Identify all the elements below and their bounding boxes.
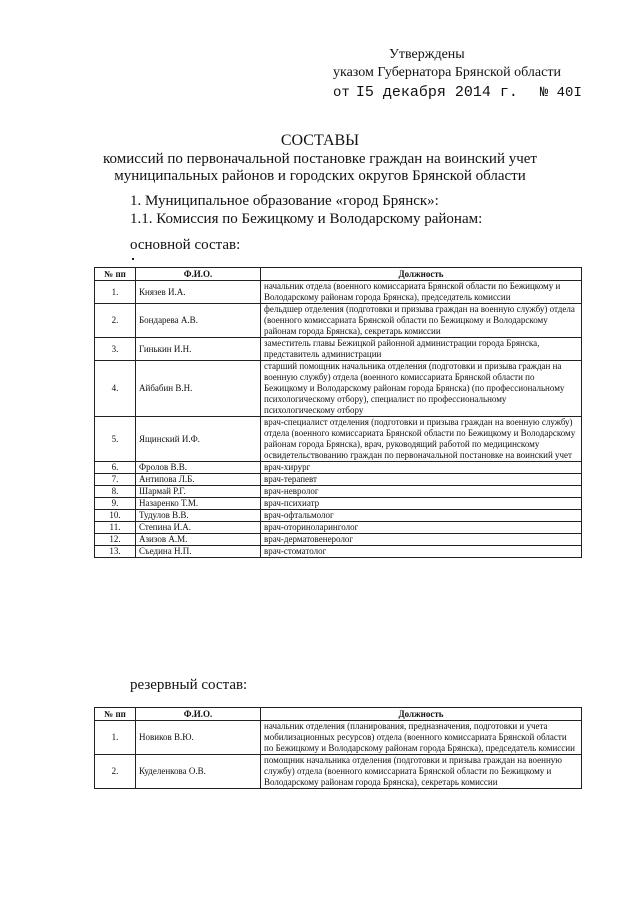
row-number: 2.: [95, 304, 136, 338]
document-title: СОСТАВЫ: [280, 132, 360, 149]
row-position: начальник отдела (военного комиссариата Брянской области по Бежицкому и Володарскому районам города Брянска), председатель комиссии: [261, 281, 582, 304]
header-name: Ф.И.О.: [136, 268, 261, 281]
row-position: врач-дерматовенеролог: [261, 534, 582, 546]
row-name: Назаренко Т.М.: [136, 498, 261, 510]
reserve-composition-label: резервный состав:: [130, 677, 248, 693]
row-number: 4.: [95, 361, 136, 417]
row-number: 1.: [95, 281, 136, 304]
row-position: врач-стоматолог: [261, 546, 582, 558]
row-number: 1.: [95, 721, 136, 755]
row-position: фельдшер отделения (подготовки и призыва граждан на военную службу) отдела (военного комиссариата Брянской области по Бежицкому и Володарскому районам города Брянска), секретарь комиссии: [261, 304, 582, 338]
row-position: врач-оториноларинголог: [261, 522, 582, 534]
table-row: [95, 486, 582, 498]
approval-date-prefix: от: [333, 85, 350, 101]
row-number: 8.: [95, 486, 136, 498]
commission-heading: 1.1. Комиссия по Бежицкому и Володарскому районам:: [130, 211, 483, 227]
row-position: заместитель главы Бежицкой районной администрации города Брянска, представитель администрации: [261, 338, 582, 361]
main-members-body: [95, 281, 582, 558]
approval-line-approved: Утверждены: [389, 47, 465, 62]
row-name: Гинькин И.Н.: [136, 338, 261, 361]
header-num: № пп: [95, 268, 136, 281]
row-name: Тудулов В.В.: [136, 510, 261, 522]
row-number: 5.: [95, 417, 136, 462]
row-position: врач-хирург: [261, 462, 582, 474]
row-name: Шармай Р.Г.: [136, 486, 261, 498]
table-row: [95, 474, 582, 486]
table-row: [95, 462, 582, 474]
table-row: [95, 361, 582, 417]
header-position: Должность: [261, 268, 582, 281]
row-name: Князев И.А.: [136, 281, 261, 304]
approval-stamp: [333, 46, 633, 102]
main-members-table: [94, 267, 582, 558]
header-name: Ф.И.О.: [136, 708, 261, 721]
row-name: Азизов А.М.: [136, 534, 261, 546]
table-row: [95, 304, 582, 338]
row-position: врач-специалист отделения (подготовки и призыва граждан на военную службу) отдела (военного комиссариата Брянской области по Бежицкому и Володарскому районам города Брянска), врач, руководящий работой по медицинскому освидетельствованию граждан по первоначальной постановке на воинский учет: [261, 417, 582, 462]
table-row: [95, 338, 582, 361]
row-name: Антипова Л.Б.: [136, 474, 261, 486]
row-number: 11.: [95, 522, 136, 534]
row-position: начальник отделения (планирования, предназначения, подготовки и учета мобилизационных ресурсов) отдела (военного комиссариата Брянской области по Бежицкому и Володарскому районам города Брянска), председатель комиссии: [261, 721, 582, 755]
reserve-members-body: [95, 721, 582, 789]
row-number: 6.: [95, 462, 136, 474]
table-row: [95, 510, 582, 522]
row-name: Ящинский И.Ф.: [136, 417, 261, 462]
row-name: Айбабин В.Н.: [136, 361, 261, 417]
table-row: [95, 546, 582, 558]
row-number: 2.: [95, 755, 136, 789]
row-number: 12.: [95, 534, 136, 546]
main-composition-label: основной состав:: [130, 237, 241, 253]
approval-line-decree: указом Губернатора Брянской области: [333, 65, 561, 80]
header-num: № пп: [95, 708, 136, 721]
row-number: 3.: [95, 338, 136, 361]
table-row: [95, 417, 582, 462]
scan-mark: [132, 258, 134, 260]
row-position: врач-терапевт: [261, 474, 582, 486]
row-position: врач-офтальмолог: [261, 510, 582, 522]
approval-date: I5 декабря 2014 г.: [355, 84, 518, 101]
table-row: [95, 721, 582, 755]
table-header-row: [95, 268, 582, 281]
row-name: Фролов В.В.: [136, 462, 261, 474]
table-row: [95, 755, 582, 789]
document-subtitle-line1: комиссий по первоначальной постановке граждан на воинский учет: [103, 151, 537, 167]
approval-number: № 40I: [539, 85, 582, 101]
row-name: Новиков В.Ю.: [136, 721, 261, 755]
table-row: [95, 534, 582, 546]
row-number: 9.: [95, 498, 136, 510]
table-row: [95, 498, 582, 510]
table-header-row: [95, 708, 582, 721]
table-row: [95, 522, 582, 534]
row-position: врач-психиатр: [261, 498, 582, 510]
table-row: [95, 281, 582, 304]
row-name: Съедина Н.П.: [136, 546, 261, 558]
reserve-members-table: [94, 707, 582, 789]
row-number: 10.: [95, 510, 136, 522]
row-position: старший помощник начальника отделения (подготовки и призыва граждан на военную службу) отдела (военного комиссариата Брянской области по Бежицкому и Володарскому районам города Брянска) (по профессиональному психологическому отбору), специалист по профессиональному психологическому отбору: [261, 361, 582, 417]
row-name: Куделенкова О.В.: [136, 755, 261, 789]
row-position: помощник начальника отделения (подготовки и призыва граждан на военную службу) отдела (военного комиссариата Брянской области по Бежицкому и Володарскому районам города Брянска), секретарь комиссии: [261, 755, 582, 789]
row-name: Степина И.А.: [136, 522, 261, 534]
row-number: 13.: [95, 546, 136, 558]
header-position: Должность: [261, 708, 582, 721]
row-position: врач-невролог: [261, 486, 582, 498]
document-subtitle-line2: муниципальных районов и городских округов Брянской области: [114, 168, 526, 184]
row-name: Бондарева А.В.: [136, 304, 261, 338]
approval-line-date: [333, 84, 633, 102]
row-number: 7.: [95, 474, 136, 486]
municipality-heading: 1. Муниципальное образование «город Брянск»:: [130, 193, 439, 209]
